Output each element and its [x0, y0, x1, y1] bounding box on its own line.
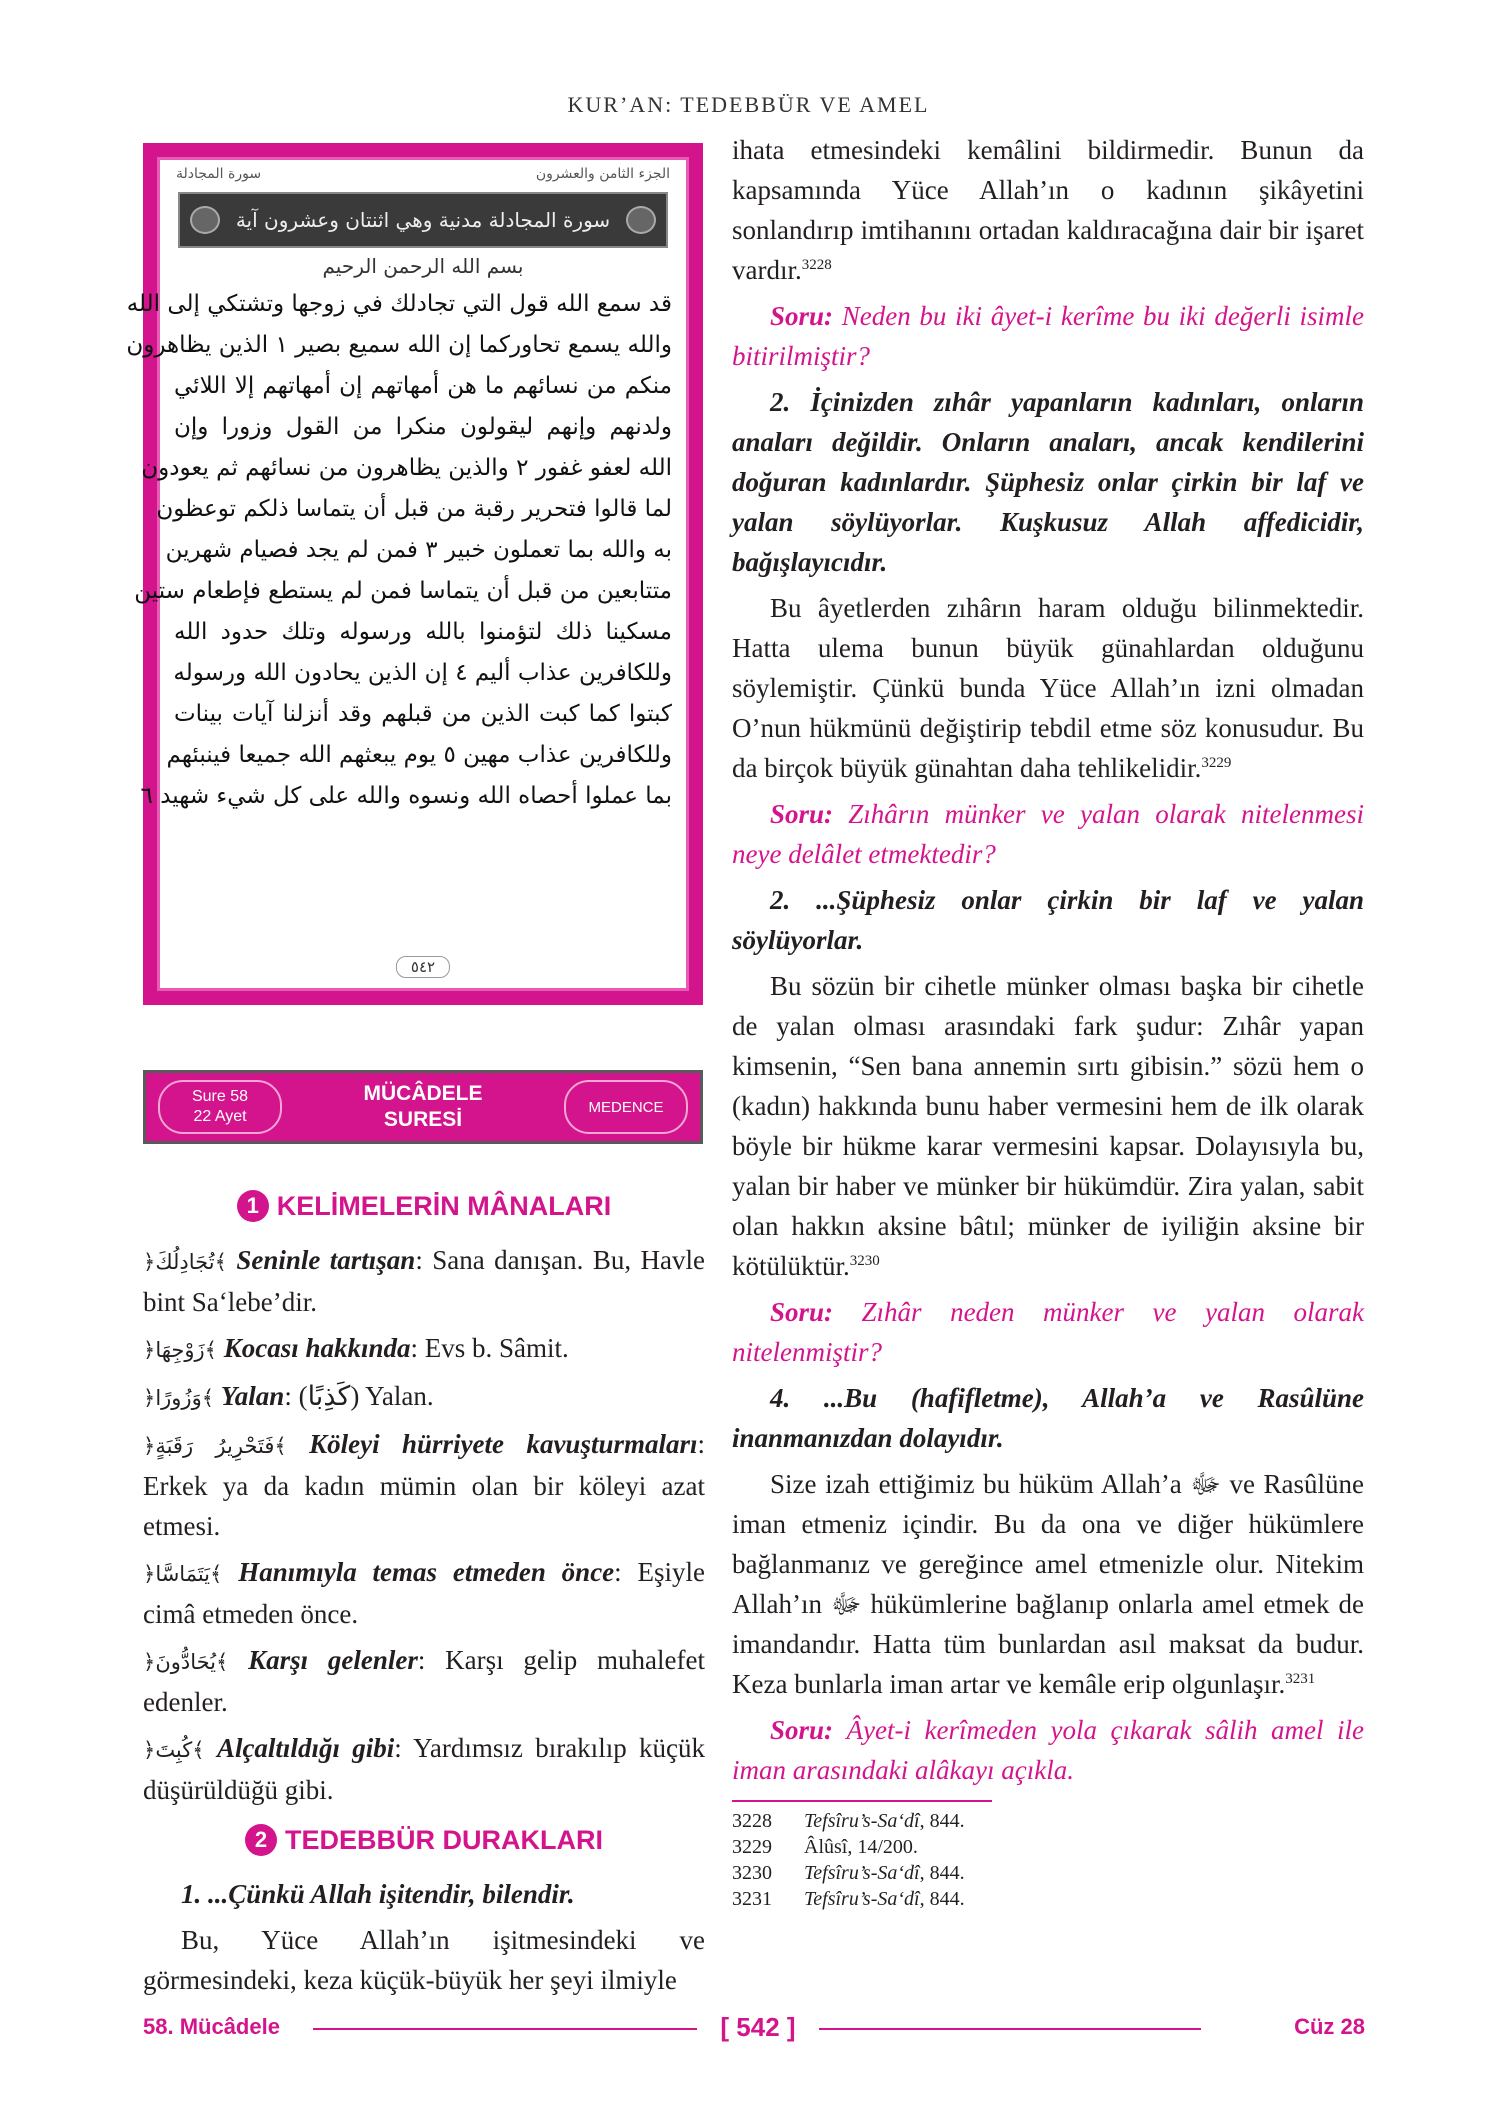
definition: : Karşı gelip muhalefet edenler. [143, 1645, 705, 1717]
mushaf-sura-title-box [178, 192, 668, 248]
mushaf-page-number: ٥٤٢ [396, 956, 450, 978]
question-text: Neden bu iki âyet-i kerîme bu iki değerli isimle bitirilmiştir? [732, 301, 1364, 371]
arabic-word: ﴿زَوْجِهَا﴾ [143, 1338, 217, 1362]
question-text: Zıhâr neden münker ve yalan olarak nitelenmiştir? [732, 1297, 1364, 1367]
mushaf-page [126, 143, 703, 1005]
footnote-number: 3231 [732, 1888, 772, 1910]
paragraph-text: ihata etmesindeki kemâlini bildirmedir. Bunun da kapsamında Yüce Allah’ın o kadının şikâyetini sonlandırıp imtihanını ortadan kaldıracağına dair bir işaret vardır. [732, 135, 1364, 285]
sura-number: Sure 58 [191, 1088, 249, 1105]
term: Köleyi hürriyete kavuşturmaları [309, 1429, 698, 1459]
word-entry [143, 1424, 705, 1546]
paragraph-text: Size izah ettiğimiz bu hüküm Allah’a ﷻ ve Rasûlüne iman etmeniz içindir. Bu da ona ve diğer hükümlere bağlanmanız ve gereğince amel etmenizle olur. Nitekim Allah’ın ﷻ hükümlerine bağlanıp onlarla amel etmek de imandandır. Hatta tüm bunlardan asıl maksat da budur. Keza bunlarla iman artar ve kemâle erip olgunlaşır. [732, 1469, 1364, 1699]
left-column [143, 1180, 705, 2006]
term: Hanımıyla temas etmeden önce [238, 1557, 615, 1587]
question [732, 794, 1364, 874]
mushaf-text-lines [126, 284, 686, 817]
running-head: KUR’AN: TEDEBBÜR VE AMEL [567, 92, 930, 117]
ornament-icon [626, 206, 656, 234]
arabic-word: ﴿يُحَادُّونَ﴾ [143, 1650, 229, 1674]
mushaf-line: وللكافرين عذاب مهين ٥ يوم يبعثهم الله جميعا فينبئهم [166, 742, 672, 768]
question-label: Soru: [770, 301, 834, 331]
term: Alçaltıldığı gibi [216, 1733, 395, 1763]
paragraph [732, 966, 1364, 1286]
footnote-rest: Âlûsî, 14/200. [804, 1836, 918, 1858]
footnote-source: Tefsîru’s-Sa‘dî [804, 1810, 920, 1832]
question-label: Soru: [770, 1297, 834, 1327]
mushaf-line: مسكينا ذلك لتؤمنوا بالله ورسوله وتلك حدود الله [174, 619, 672, 645]
definition: : Yardımsız bırakılıp küçük düşürüldüğü gibi. [143, 1733, 706, 1805]
sura-name-line2: SURESİ [383, 1108, 463, 1131]
footnote [732, 1860, 1364, 1886]
word-entry [143, 1552, 705, 1634]
question [732, 1710, 1364, 1790]
arabic-word: ﴿فَتَحْرِيرُ رَقَبَةٍ﴾ [143, 1434, 287, 1458]
word-entry [143, 1728, 705, 1810]
mushaf-line: متتابعين من قبل أن يتماسا فمن لم يستطع فإطعام ستين [134, 578, 672, 604]
definition: : (كَذِبًا) Yalan. [284, 1381, 434, 1411]
mushaf-line: بما عملوا أحصاه الله ونسوه والله على كل شيء شهيد ٦ [140, 783, 672, 809]
paragraph-text: Bu sözün bir cihetle münker olması başka bir cihetle de yalan olması arasındaki fark şudur: Zıhâr yapan kimsenin, “Sen bana annemin sırtı gibisin.” sözü hem o (kadın) hakkında bunu haber vermesini hem de ilk olarak böyle bir hükme karar vermesini kapsar. Dolayısıyla bu, yalan bir haber ve münker bir hükümdür. Zira yalan, sabit olan hakkın aksine bâtıl; münker de iyiliğin aksine bir kötülüktür. [732, 971, 1364, 1281]
ornament-icon [190, 206, 220, 234]
mushaf-line: قد سمع الله قول التي تجادلك في زوجها وتشتكي إلى الله [126, 291, 672, 317]
definition: : Evs b. Sâmit. [410, 1333, 569, 1363]
footer-rule [819, 2028, 1201, 2030]
paragraph [732, 130, 1364, 290]
definition: : Erkek ya da kadın mümin olan bir köleyi azat etmesi. [143, 1429, 706, 1541]
footnote-ref: 3228 [801, 257, 832, 273]
ayet-translation: 2. İçinizden zıhâr yapanların kadınları, onların anaları değildir. Onların anaları, ancak kendilerini doğuran kadınlardır. Şüphesiz onlar çirkin bir laf ve yalan söylüyorlar. Kuşkusuz Allah affedicidir, bağışlayıcıdır. [732, 387, 1364, 577]
question-label: Soru: [770, 1715, 834, 1745]
sura-banner [143, 1070, 703, 1144]
ayet-subheading: 4. ...Bu (hafifletme), Allah’a ve Rasûlüne inanmanızdan dolayıdır. [732, 1383, 1364, 1453]
question [732, 1292, 1364, 1372]
footnote-source: Tefsîru’s-Sa‘dî [804, 1862, 920, 1884]
footnote-divider [732, 1800, 992, 1802]
mushaf-sura-label: سورة المجادلة [176, 166, 262, 182]
term: Kocası hakkında [223, 1333, 411, 1363]
section-number-badge: 2 [245, 1824, 277, 1856]
ayet-count: 22 Ayet [193, 1108, 247, 1125]
definition: : Sana danışan. Bu, Havle bint Sa‘lebe’dir. [143, 1245, 705, 1317]
footnote-rest: , 844. [919, 1810, 965, 1832]
paragraph [732, 588, 1364, 788]
arabic-word: ﴿يَتَمَاسَّا﴾ [143, 1562, 223, 1586]
mushaf-line: ولدنهم وإنهم ليقولون منكرا من القول وزورا وإن [174, 414, 672, 440]
paragraph [732, 1464, 1364, 1704]
basmala: بسم الله الرحمن الرحيم [322, 254, 524, 278]
section-title: TEDEBBÜR DURAKLARI [285, 1825, 603, 1855]
footnote-ref: 3231 [1285, 1671, 1316, 1687]
footnote-ref: 3230 [849, 1253, 880, 1269]
mushaf-line: الله لعفو غفور ٢ والذين يظاهرون من نسائهم ثم يعودون [141, 455, 672, 481]
right-column [732, 130, 1364, 1912]
footnote-rest: , 844. [919, 1888, 965, 1910]
term: Seninle tartışan [236, 1245, 416, 1275]
word-entry [143, 1240, 705, 1322]
footer-juz: Cüz 28 [1294, 2014, 1365, 2039]
word-entry [143, 1640, 705, 1722]
section-heading-reflection [143, 1820, 705, 1860]
footnote-ref: 3229 [1201, 755, 1232, 771]
question-label: Soru: [770, 799, 834, 829]
sura-info-badge [158, 1080, 282, 1134]
term: Yalan [220, 1381, 285, 1411]
mushaf-header [160, 160, 686, 182]
mushaf-sura-title: سورة المجادلة مدنية وهي اثنتان وعشرون آية [235, 208, 611, 232]
question-text: Âyet-i kerîmeden yola çıkarak sâlih amel ile iman arasındaki alâkayı açıkla. [732, 1715, 1364, 1785]
footnote [732, 1808, 1364, 1834]
footnote [732, 1834, 1364, 1860]
mushaf-line: به والله بما تعملون خبير ٣ فمن لم يجد فصيام شهرين [165, 537, 672, 563]
footer-page-number: [ 542 ] [720, 2012, 796, 2042]
word-entry [143, 1376, 705, 1418]
footnote-source: Tefsîru’s-Sa‘dî [804, 1888, 920, 1910]
term: Karşı gelenler [248, 1645, 418, 1675]
mushaf-line: لما قالوا فتحرير رقبة من قبل أن يتماسا ذلكم توعظون [156, 496, 672, 522]
arabic-word: ﴿وَزُورًا﴾ [143, 1386, 215, 1410]
footer-rule [313, 2028, 697, 2030]
ayet-subheading: 1. ...Çünkü Allah işitendir, bilendir. [181, 1879, 575, 1909]
footnote-number: 3229 [732, 1836, 772, 1858]
mushaf-inner-frame [126, 157, 689, 991]
word-entry [143, 1328, 705, 1370]
section-number-badge: 1 [237, 1190, 269, 1222]
arabic-word: ﴿تُجَادِلُكَ﴾ [143, 1250, 227, 1274]
footnote-number: 3228 [732, 1810, 772, 1832]
paragraph: Bu, Yüce Allah’ın işitmesindeki ve görmesindeki, keza küçük-büyük her şeyi ilmiyle [143, 1925, 705, 1995]
page-footer [143, 2012, 1365, 2042]
mushaf-juz-label: الجزء الثامن والعشرون [535, 166, 670, 182]
ayet-subheading: 2. ...Şüphesiz onlar çirkin bir laf ve yalan söylüyorlar. [732, 885, 1364, 955]
section-heading-words [143, 1186, 705, 1226]
section-title: KELİMELERİN MÂNALARI [276, 1191, 612, 1221]
footnote [732, 1886, 1364, 1912]
definition: : Eşiyle cimâ etmeden önce. [143, 1557, 705, 1629]
mushaf-line: منكم من نسائهم ما هن أمهاتهم إن أمهاتهم إلا اللائي [174, 373, 672, 399]
mushaf-line: وللكافرين عذاب أليم ٤ إن الذين يحادون الله ورسوله [173, 660, 672, 686]
sura-name [364, 1081, 483, 1133]
sura-type-badge: MEDENCE [564, 1080, 688, 1134]
question-text: Zıhârın münker ve yalan olarak nitelenmesi neye delâlet etmektedir? [732, 799, 1364, 869]
arabic-word: ﴿كُبِتَ﴾ [143, 1738, 205, 1762]
question [732, 296, 1364, 376]
footnote-rest: , 844. [919, 1862, 965, 1884]
mushaf-line: كبتوا كما كبت الذين من قبلهم وقد أنزلنا آيات بينات [174, 701, 672, 727]
sura-name-line1: MÜCÂDELE [363, 1082, 483, 1105]
mushaf-line: والله يسمع تحاوركما إن الله سميع بصير ١ الذين يظاهرون [126, 332, 672, 358]
paragraph-text: Bu âyetlerden zıhârın haram olduğu bilinmektedir. Hatta ulema bunun büyük günahlardan olduğunu söylemiştir. Çünkü bunda Yüce Allah’ın izni olmadan O’nun hükmünü değiştirip tebdil etme söz konusudur. Bu da birçok büyük günahtan daha tehlikelidir. [732, 593, 1364, 783]
footnote-number: 3230 [732, 1862, 772, 1884]
footer-sura: 58. Mücâdele [143, 2014, 280, 2039]
